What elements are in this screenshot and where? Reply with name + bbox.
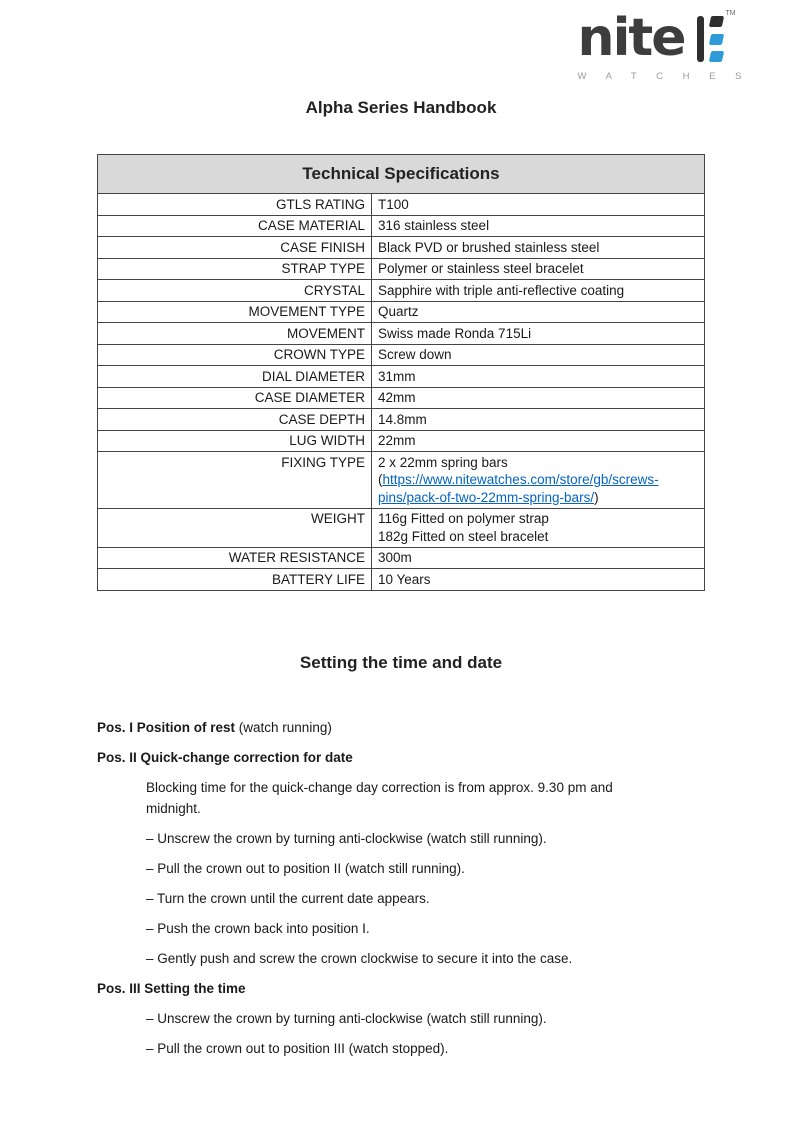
logo-tagline: W A T C H E S xyxy=(577,71,750,82)
table-row xyxy=(98,258,705,280)
logo-row xyxy=(577,8,750,68)
spec-label: GTLS RATING xyxy=(98,194,372,216)
spec-label: CASE DEPTH xyxy=(98,409,372,431)
pos-heading-bold: Pos. I Position of rest xyxy=(97,719,236,735)
table-row xyxy=(98,547,705,569)
page-title: Alpha Series Handbook xyxy=(305,98,497,117)
instruction-line: – Unscrew the crown by turning anti-clockwise (watch still running). xyxy=(146,830,547,846)
spec-value: 22mm xyxy=(372,430,705,452)
spec-value: Swiss made Ronda 715Li xyxy=(372,323,705,345)
spec-value: T100 xyxy=(372,194,705,216)
table-row xyxy=(98,301,705,323)
spec-label: CASE DIAMETER xyxy=(98,387,372,409)
table-header: Technical Specifications xyxy=(98,155,705,194)
nite-logo xyxy=(577,8,750,82)
pos-heading-bold: Pos. II Quick-change correction for date xyxy=(97,749,353,765)
instruction-line: – Pull the crown out to position III (watch stopped). xyxy=(146,1040,449,1056)
spec-value: 300m xyxy=(372,547,705,569)
spec-label: CROWN TYPE xyxy=(98,344,372,366)
spec-value: Polymer or stainless steel bracelet xyxy=(372,258,705,280)
table-row xyxy=(98,430,705,452)
table-row xyxy=(98,344,705,366)
spec-label: CRYSTAL xyxy=(98,280,372,302)
spec-label: LUG WIDTH xyxy=(98,430,372,452)
spec-value-line: 116g Fitted on polymer strap xyxy=(378,511,549,526)
instruction-line: Blocking time for the quick-change day correction is from approx. 9.30 pm and midnight. xyxy=(146,779,613,816)
logo-dot-blue-top xyxy=(708,34,723,45)
table-row xyxy=(98,194,705,216)
logo-icon-dots xyxy=(710,16,723,62)
table-header-row xyxy=(98,155,705,194)
spec-label: FIXING TYPE xyxy=(98,452,372,509)
table-row xyxy=(98,280,705,302)
spec-value: 42mm xyxy=(372,387,705,409)
spec-value: 31mm xyxy=(372,366,705,388)
instruction-line: – Gently push and screw the crown clockwise to secure it into the case. xyxy=(146,950,573,966)
spec-rows xyxy=(98,194,705,591)
instruction-line: – Unscrew the crown by turning anti-clockwise (watch still running). xyxy=(146,1010,547,1026)
spec-label: CASE MATERIAL xyxy=(98,215,372,237)
instructions-body xyxy=(97,717,802,1059)
spec-value: 2 x 22mm spring bars (https://www.nitewatches.com/store/gb/screws-pins/pack-of-two-22mm-spring-bars/) xyxy=(372,452,705,509)
logo-dot-dark xyxy=(708,16,723,27)
spec-label: MOVEMENT TYPE xyxy=(98,301,372,323)
pos-heading-bold: Pos. III Setting the time xyxy=(97,980,246,996)
table-row xyxy=(98,387,705,409)
spec-value xyxy=(372,508,705,547)
spec-label: MOVEMENT xyxy=(98,323,372,345)
spec-value: 10 Years xyxy=(372,569,705,591)
spec-value: Black PVD or brushed stainless steel xyxy=(372,237,705,259)
section-heading: Setting the time and date xyxy=(299,652,503,672)
table-row xyxy=(98,508,705,547)
spec-value: 14.8mm xyxy=(372,409,705,431)
logo-brand-text: nite xyxy=(577,8,685,68)
spec-label: STRAP TYPE xyxy=(98,258,372,280)
spec-value: 316 stainless steel xyxy=(372,215,705,237)
spec-value: Sapphire with triple anti-reflective coating xyxy=(372,280,705,302)
pos-heading: Pos. I Position of rest (watch running) xyxy=(97,719,332,735)
technical-specifications-table xyxy=(97,154,705,591)
table-row xyxy=(98,237,705,259)
logo-dot-blue-bottom xyxy=(708,51,723,62)
trademark-symbol: TM xyxy=(725,10,736,17)
pos-heading xyxy=(97,978,802,999)
spec-label: DIAL DIAMETER xyxy=(98,366,372,388)
instruction-line: – Pull the crown out to position II (watch still running). xyxy=(146,860,465,876)
spec-label: WEIGHT xyxy=(98,508,372,547)
table-row xyxy=(98,569,705,591)
instruction-line: – Turn the crown until the current date appears. xyxy=(146,890,430,906)
instruction-line: – Push the crown back into position I. xyxy=(146,920,370,936)
spec-value-line: 182g Fitted on steel bracelet xyxy=(378,528,549,544)
spring-bars-link[interactable]: https://www.nitewatches.com/store/gb/screws-pins/pack-of-two-22mm-spring-bars/ xyxy=(378,472,659,505)
nite-logo-icon xyxy=(697,15,723,63)
pos-heading xyxy=(97,747,802,768)
spec-value: Screw down xyxy=(372,344,705,366)
spec-value: Quartz xyxy=(372,301,705,323)
logo-icon-bar xyxy=(697,16,704,62)
table-row xyxy=(98,366,705,388)
table-row xyxy=(98,215,705,237)
spec-label: WATER RESISTANCE xyxy=(98,547,372,569)
spec-label: BATTERY LIFE xyxy=(98,569,372,591)
table-row xyxy=(98,409,705,431)
table-row xyxy=(98,323,705,345)
table-row xyxy=(98,452,705,509)
spec-label: CASE FINISH xyxy=(98,237,372,259)
